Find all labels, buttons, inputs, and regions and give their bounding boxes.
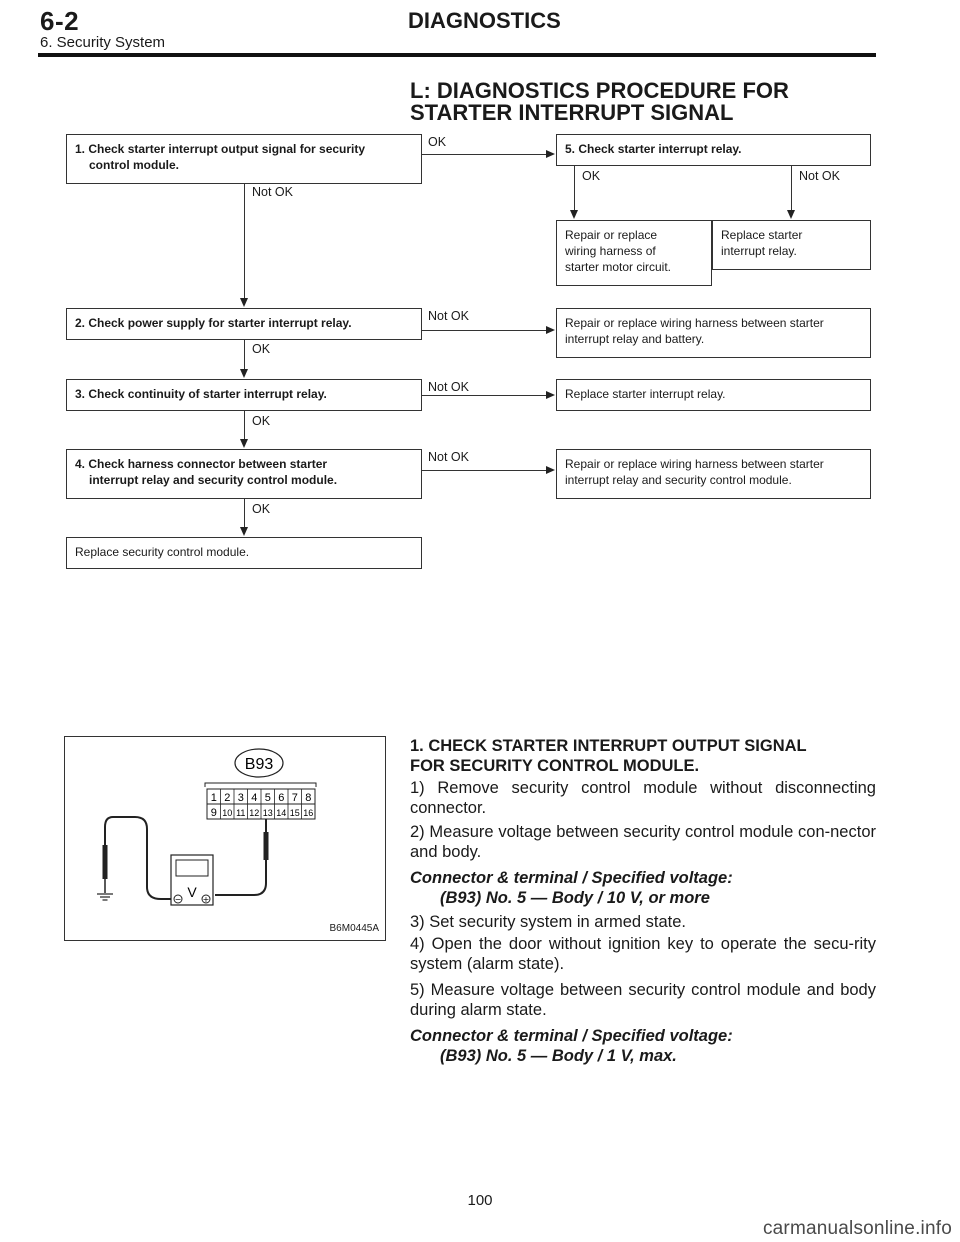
wiring-diagram (65, 737, 385, 940)
flow-final-step: Replace security control module. (66, 537, 422, 569)
flow-replace-relay-b: Replace starter interrupt relay. (556, 379, 871, 411)
connector-line (574, 166, 575, 210)
probe-tip (264, 832, 269, 860)
wiring-figure (64, 736, 386, 941)
connector-pin-13: 13 (262, 808, 273, 818)
instruction-step-1: 1) Remove security control module without disconnecting connector. (410, 779, 876, 817)
watermark: carmanualsonline.info (762, 1218, 952, 1239)
connector-line (244, 411, 245, 439)
connector-pin-14: 14 (276, 808, 287, 818)
voltmeter-label: V (187, 884, 197, 900)
label-not-ok-step5: Not OK (799, 169, 840, 183)
connector-pin-11: 11 (236, 808, 246, 818)
negative-lead (105, 817, 171, 899)
label-ok-step2: OK (252, 342, 271, 356)
arrow-down-icon (570, 210, 578, 219)
flow-step-1 (66, 134, 422, 184)
connector-pin-2: 2 (224, 792, 231, 804)
label-ok-step4: OK (252, 502, 271, 516)
arrow-down-icon (240, 527, 248, 536)
connector-pin-3: 3 (237, 792, 244, 804)
connector-line (422, 395, 546, 396)
connector-line (244, 184, 245, 298)
flow-step-5: 5. Check starter interrupt relay. (556, 134, 871, 166)
label-not-ok-step3: Not OK (428, 380, 469, 394)
connector-line (422, 330, 546, 331)
section-heading (410, 736, 870, 776)
connector-line (422, 470, 546, 471)
positive-lead (215, 860, 266, 895)
text-line: interrupt relay. (721, 244, 797, 258)
connector-name: B93 (244, 756, 274, 773)
label-ok-step1: OK (428, 135, 447, 149)
procedure-title-line2: STARTER INTERRUPT SIGNAL (410, 100, 734, 125)
connector-pin-1: 1 (210, 792, 217, 804)
arrow-right-icon (546, 326, 555, 334)
text-line: Repair or replace (565, 228, 658, 242)
figure-code: B6M0445A (329, 923, 379, 934)
spec-block-1 (410, 868, 876, 908)
text-line: Repair or replace wiring harness between starter (565, 457, 824, 471)
spec-label: Connector & terminal / Specified voltage: (410, 1027, 733, 1045)
flow-step-4 (66, 449, 422, 499)
instruction-step-3: 3) Set security system in armed state. (410, 913, 687, 931)
section-heading-line2: FOR SECURITY CONTROL MODULE. (410, 757, 700, 775)
spec-value: (B93) No. 5 — Body / 10 V, or more (440, 889, 710, 907)
text-line: Repair or replace wiring harness between starter (565, 316, 824, 330)
arrow-down-icon (240, 439, 248, 448)
header-rule (38, 53, 876, 57)
flow-repair-scm-harness (556, 449, 871, 499)
section-number: 6-2 (40, 6, 80, 36)
flow-repair-battery-harness (556, 308, 871, 358)
spec-label: Connector & terminal / Specified voltage: (410, 869, 733, 887)
instruction-step-5: 5) Measure voltage between security control module and body during alarm state. (410, 981, 876, 1019)
section-heading-line1: 1. CHECK STARTER INTERRUPT OUTPUT SIGNAL (410, 737, 807, 755)
connector-line (244, 340, 245, 369)
connector-line (791, 166, 792, 210)
text-line: interrupt relay and security control module. (565, 473, 792, 487)
header-subtitle: 6. Security System (40, 34, 166, 51)
arrow-right-icon (546, 391, 555, 399)
connector-line (244, 499, 245, 527)
flow-step-1-line1: 1. Check starter interrupt output signal for security (75, 142, 366, 156)
spec-value: (B93) No. 5 — Body / 1 V, max. (440, 1047, 677, 1065)
flow-step-1-line2: control module. (89, 158, 179, 172)
text-line: Replace starter (721, 228, 803, 242)
label-ok-step5: OK (582, 169, 601, 183)
text-line: starter motor circuit. (565, 260, 672, 274)
negative-sign: − (174, 895, 182, 904)
label-not-ok-step1: Not OK (252, 185, 293, 199)
connector-pin-6: 6 (278, 792, 285, 804)
flow-step-2: 2. Check power supply for starter interrupt relay. (66, 308, 422, 340)
page-number: 100 (467, 1192, 493, 1209)
header-title: DIAGNOSTICS (408, 8, 561, 33)
label-not-ok-step4: Not OK (428, 450, 469, 464)
connector-pin-12: 12 (249, 808, 260, 818)
flow-step-4-line1: 4. Check harness connector between starter (75, 457, 328, 471)
ground-symbol-icon (97, 894, 113, 900)
arrow-right-icon (546, 150, 555, 158)
label-ok-step3: OK (252, 414, 271, 428)
connector-pin-10: 10 (222, 808, 233, 818)
positive-sign: + (202, 895, 210, 904)
instruction-step-4: 4) Open the door without ignition key to operate the secu-rity system (alarm state). (410, 935, 876, 973)
flow-replace-relay-a (712, 220, 871, 270)
label-not-ok-step2: Not OK (428, 309, 469, 323)
connector-line (422, 154, 546, 155)
procedure-title-line1: L: DIAGNOSTICS PROCEDURE FOR (410, 78, 789, 103)
connector-pin-9: 9 (210, 807, 217, 819)
arrow-down-icon (787, 210, 795, 219)
text-line: interrupt relay and battery. (565, 332, 705, 346)
flow-step-3: 3. Check continuity of starter interrupt relay. (66, 379, 422, 411)
connector-pin-15: 15 (289, 808, 300, 818)
connector-pin-16: 16 (303, 808, 314, 818)
arrow-down-icon (240, 369, 248, 378)
voltmeter (171, 855, 213, 905)
arrow-right-icon (546, 466, 555, 474)
connector-pin-7: 7 (291, 792, 298, 804)
ground-probe (103, 845, 108, 879)
connector-pin-5: 5 (264, 792, 271, 804)
procedure-title (410, 80, 870, 124)
flow-step-4-line2: interrupt relay and security control module. (89, 473, 338, 487)
spec-block-2 (410, 1026, 876, 1066)
text-line: wiring harness of (565, 244, 656, 258)
instruction-step-2: 2) Measure voltage between security control module con-nector and body. (410, 823, 876, 861)
connector-latch (205, 783, 316, 787)
flow-repair-starter-circuit (556, 220, 712, 286)
connector-b93 (205, 783, 316, 819)
connector-pin-4: 4 (251, 792, 258, 804)
connector-pin-8: 8 (305, 792, 312, 804)
arrow-down-icon (240, 298, 248, 307)
